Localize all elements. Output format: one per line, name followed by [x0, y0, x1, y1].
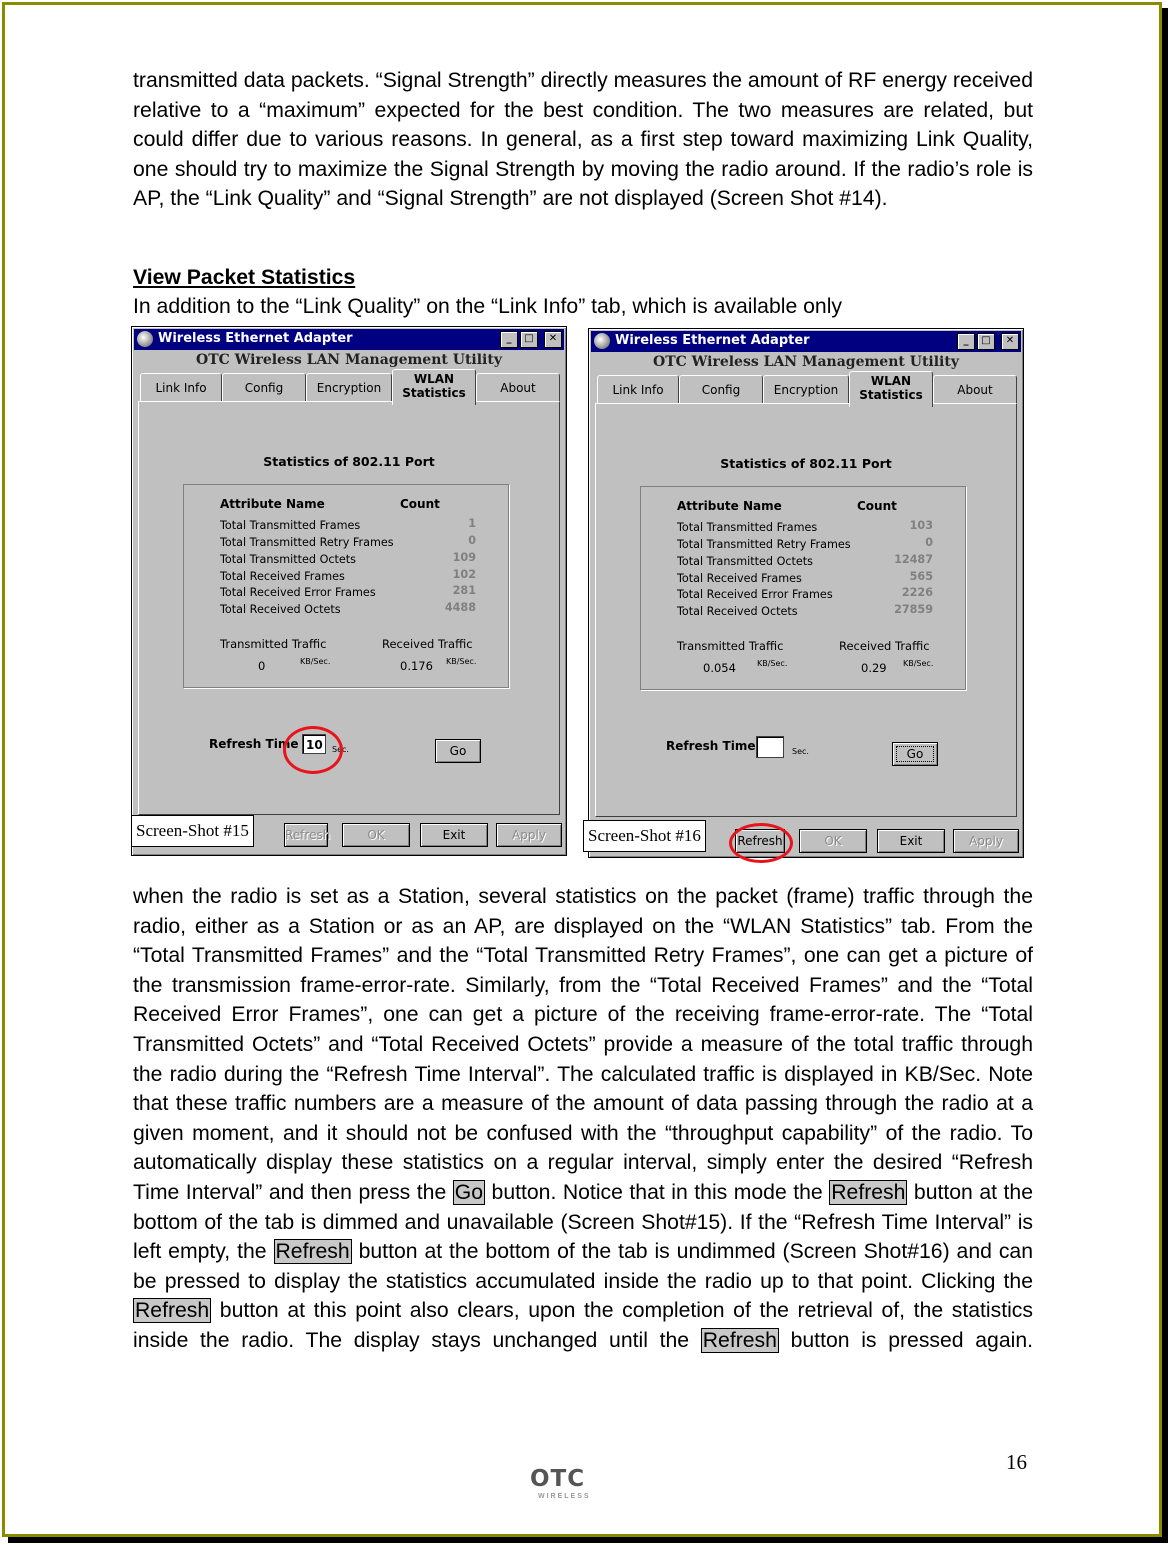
- refresh-time-label: Refresh Time: [209, 737, 299, 751]
- window-title: Wireless Ethernet Adapter: [158, 331, 353, 346]
- refresh-button-reference: Refresh: [275, 1240, 350, 1264]
- row-label: Total Transmitted Octets: [677, 555, 814, 568]
- row-label: Total Received Octets: [220, 603, 341, 616]
- exit-button[interactable]: Exit: [877, 829, 945, 853]
- screenshot-16-caption: Screen-Shot #16: [583, 820, 706, 852]
- statistics-group: [640, 486, 966, 690]
- row-label: Total Received Frames: [220, 570, 345, 583]
- row-count: 102: [452, 568, 476, 581]
- app-icon: [137, 331, 153, 347]
- utility-title: OTC Wireless LAN Management Utility: [196, 352, 502, 368]
- maximize-icon[interactable]: □: [977, 333, 995, 350]
- refresh-button-reference: Refresh: [702, 1328, 777, 1352]
- refresh-time-label: Refresh Time: [666, 739, 756, 753]
- row-label: Total Received Error Frames: [677, 588, 833, 601]
- row-count: 4488: [444, 601, 476, 614]
- highlight-circle: [283, 726, 343, 774]
- apply-button[interactable]: Apply: [496, 823, 562, 847]
- page-number: 16: [1006, 1450, 1027, 1474]
- transmitted-traffic-label: Transmitted Traffic: [220, 637, 327, 651]
- row-label: Total Transmitted Frames: [677, 521, 818, 534]
- transmitted-traffic-label: Transmitted Traffic: [677, 639, 784, 653]
- utility-title: OTC Wireless LAN Management Utility: [653, 354, 959, 370]
- window-title: Wireless Ethernet Adapter: [615, 333, 810, 348]
- transmitted-traffic-value: 0: [258, 659, 266, 673]
- section-heading: View Packet Statistics: [133, 266, 356, 289]
- attribute-header: Attribute Name: [220, 497, 325, 511]
- otc-logo: [530, 1466, 600, 1504]
- close-icon[interactable]: ✕: [544, 331, 562, 348]
- logo-text: OTC: [530, 1466, 586, 1492]
- tab-about[interactable]: About: [476, 373, 560, 402]
- received-traffic-value: 0.29: [861, 661, 887, 675]
- row-count: 103: [909, 519, 933, 532]
- sec-label: Sec.: [792, 747, 809, 756]
- count-header: Count: [857, 499, 897, 513]
- tab-link-info[interactable]: Link Info: [140, 373, 222, 402]
- title-bar: [134, 329, 564, 350]
- screenshot-15-caption: Screen-Shot #15: [131, 815, 254, 847]
- statistics-panel: [595, 403, 1017, 817]
- unit-label: KB/Sec.: [903, 659, 934, 668]
- refresh-time-input[interactable]: 10: [302, 734, 326, 754]
- row-count: 0: [925, 536, 933, 549]
- minimize-icon[interactable]: _: [500, 331, 518, 348]
- refresh-time-input[interactable]: [756, 736, 784, 758]
- screenshot-16-window: [588, 328, 1024, 858]
- unit-label: KB/Sec.: [300, 657, 331, 666]
- transmitted-traffic-value: 0.054: [703, 661, 736, 675]
- row-count: 12487: [894, 553, 933, 566]
- refresh-button[interactable]: Refresh: [735, 829, 785, 853]
- row-label: Total Received Octets: [677, 605, 798, 618]
- statistics-panel: [138, 401, 560, 815]
- refresh-button-reference: Refresh: [135, 1299, 210, 1323]
- refresh-button-reference: Refresh: [831, 1180, 906, 1204]
- minimize-icon[interactable]: _: [957, 333, 975, 350]
- received-traffic-label: Received Traffic: [839, 639, 930, 653]
- go-button[interactable]: Go: [892, 742, 938, 766]
- statistics-group: [183, 484, 509, 688]
- tab-wlan-statistics[interactable]: WLAN Statistics: [392, 369, 476, 405]
- row-label: Total Transmitted Retry Frames: [677, 538, 851, 551]
- exit-button[interactable]: Exit: [420, 823, 488, 847]
- tab-encryption[interactable]: Encryption: [306, 373, 392, 402]
- row-count: 1: [468, 517, 476, 530]
- paragraph-bottom: when the radio is set as a Station, several statistics on the packet (frame) traffic through the radio, either as a Station or as an AP, are displayed on the “WLAN Statistics” tab. From the “Total Transmitted Frames” and the “Total Transmitted Retry Frames”, one can get a picture of the transmission frame-error-rate. Similarly, from the “Total Received Frames” and the “Total Received Error Frames”, one can get a picture of the receiving frame-error-rate. The “Total Transmitted Octets” and “Total Received Octets” provide a measure of the total traffic through the radio during the “Refresh Time Interval”. The calculated traffic is displayed in KB/Sec. Note that these traffic numbers are a measure of the amount of data passing through the radio at a given moment, and it should not be confused with the “throughput capability” of the radio. To automatically display these statistics on a regular interval, simply enter the desired “Refresh Time Interval” and then press the Go button. Notice that in this mode the Refresh button at the bottom of the tab is dimmed and unavailable (Screen Shot#15). If the “Refresh Time Interval” is left empty, the Refresh button at the bottom of the tab is undimmed (Screen Shot#16) and can be pressed to display the statistics accumulated inside the radio up to that point. Clicking the Refresh button at this point also clears, upon the completion of the retrieval of, the statistics inside the radio. The display stays unchanged until the Refresh button is pressed again.: [133, 885, 1033, 1352]
- go-button[interactable]: Go: [435, 739, 481, 763]
- row-label: Total Transmitted Retry Frames: [220, 536, 394, 549]
- count-header: Count: [400, 497, 440, 511]
- tab-wlan-statistics[interactable]: WLAN Statistics: [849, 371, 933, 407]
- paragraph-top: transmitted data packets. “Signal Strength” directly measures the amount of RF energy received relative to a “maximum” expected for the best condition. The two measures are related, but could differ due to various reasons. In general, as a first step toward maximizing Link Quality, one should try to maximize the Signal Strength by moving the radio around. If the radio’s role is AP, the “Link Quality” and “Signal Strength” are not displayed (Screen Shot #14).: [133, 69, 1033, 211]
- row-label: Total Transmitted Frames: [220, 519, 361, 532]
- intro-line: In addition to the “Link Quality” on the “Link Info” tab, which is available only: [133, 295, 842, 318]
- sec-label: Sec.: [332, 745, 349, 754]
- logo-subtext: WIRELESS: [538, 1493, 591, 1500]
- row-label: Total Received Error Frames: [220, 586, 376, 599]
- row-count: 2226: [901, 586, 933, 599]
- tab-config[interactable]: Config: [679, 375, 763, 404]
- tab-link-info[interactable]: Link Info: [597, 375, 679, 404]
- apply-button[interactable]: Apply: [953, 829, 1019, 853]
- row-label: Total Transmitted Octets: [220, 553, 357, 566]
- stats-title: Statistics of 802.11 Port: [263, 454, 435, 469]
- ok-button[interactable]: OK: [342, 823, 410, 847]
- row-count: 109: [452, 551, 476, 564]
- ok-button[interactable]: OK: [799, 829, 867, 853]
- received-traffic-label: Received Traffic: [382, 637, 473, 651]
- tab-about[interactable]: About: [933, 375, 1017, 404]
- row-label: Total Received Frames: [677, 572, 802, 585]
- stats-title: Statistics of 802.11 Port: [720, 456, 892, 471]
- unit-label: KB/Sec.: [446, 657, 477, 666]
- attribute-header: Attribute Name: [677, 499, 782, 513]
- app-icon: [594, 333, 610, 349]
- tab-config[interactable]: Config: [222, 373, 306, 402]
- refresh-button[interactable]: Refresh: [284, 823, 328, 847]
- unit-label: KB/Sec.: [757, 659, 788, 668]
- highlight-circle: [729, 823, 793, 863]
- title-bar: [591, 331, 1021, 352]
- go-button-reference: Go: [454, 1180, 484, 1204]
- row-count: 565: [909, 570, 933, 583]
- tab-encryption[interactable]: Encryption: [763, 375, 849, 404]
- received-traffic-value: 0.176: [400, 659, 433, 673]
- row-count: 27859: [894, 603, 933, 616]
- screenshot-15-window: [131, 326, 567, 856]
- close-icon[interactable]: ✕: [1001, 333, 1019, 350]
- row-count: 281: [452, 584, 476, 597]
- row-count: 0: [468, 534, 476, 547]
- maximize-icon[interactable]: □: [520, 331, 538, 348]
